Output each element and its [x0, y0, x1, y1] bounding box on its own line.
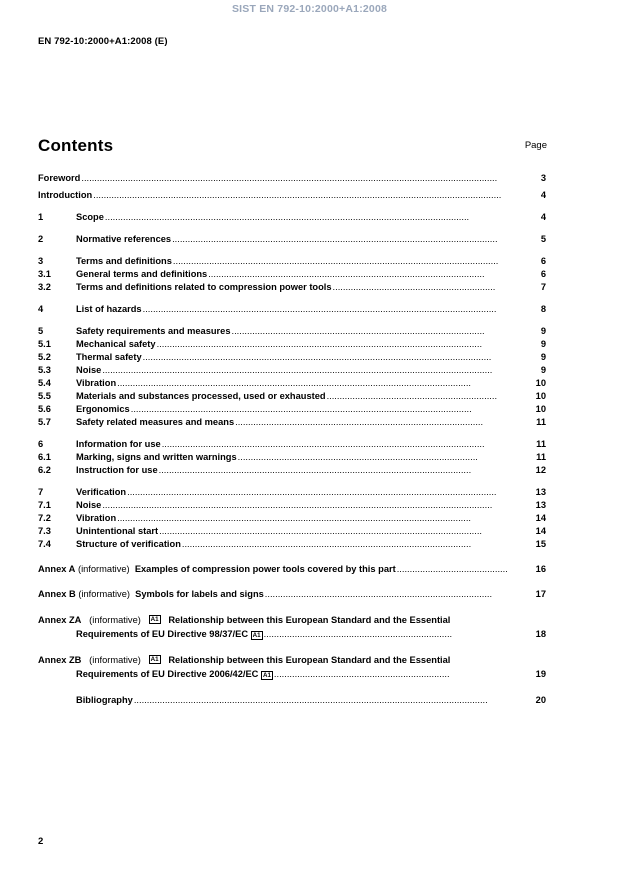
watermark-text: SIST EN 792-10:2000+A1:2008	[231, 3, 388, 15]
toc-label: Foreword	[38, 173, 81, 183]
toc-label: Structure of verification	[76, 539, 181, 549]
toc-number: 1	[38, 212, 44, 222]
toc-page: 11	[536, 439, 546, 449]
toc-dot-leader: .............................................................................................................................	[161, 439, 485, 449]
toc-label: Information for use	[76, 439, 161, 449]
toc-dot-leader: ..............................................................................................................................	[156, 339, 483, 349]
toc-entry-4[interactable]	[38, 303, 546, 316]
toc-entry-7[interactable]	[38, 486, 546, 499]
toc-page: 7	[540, 282, 546, 292]
toc-entry-3-2[interactable]	[38, 281, 546, 294]
toc-dot-leader: ..................................................................	[326, 391, 498, 401]
toc-number: 6	[38, 439, 44, 449]
annex-name: Annex A	[38, 564, 76, 574]
toc-entry-5-3[interactable]	[38, 364, 546, 377]
toc-page: 5	[540, 234, 546, 244]
toc-page: 3	[540, 173, 546, 183]
toc-label: Safety related measures and means	[76, 417, 235, 427]
amendment-tag-icon: A1	[150, 616, 159, 624]
toc-entry-6-1[interactable]	[38, 451, 546, 464]
toc-number: 3.2	[38, 282, 51, 292]
toc-entry-5-6[interactable]	[38, 403, 546, 416]
toc-dot-leader: .............................................................................................................................................	[104, 212, 470, 222]
toc-dot-leader: ....................................................................	[273, 669, 450, 679]
toc-dot-leader: ..............................................................................................................................................................	[93, 190, 502, 200]
toc-label: Marking, signs and written warnings	[76, 452, 237, 462]
toc-page: 9	[540, 352, 546, 362]
toc-entry-6-2[interactable]	[38, 464, 546, 477]
annex-kind: (informative)	[89, 615, 141, 625]
toc-number: 5.7	[38, 417, 51, 427]
toc-label: Noise	[76, 500, 102, 510]
toc-dot-leader: ....................................................................................................................................	[130, 404, 472, 414]
toc-number: 5.6	[38, 404, 51, 414]
annex-name: Annex ZA	[38, 615, 82, 625]
toc-label: Mechanical safety	[76, 339, 156, 349]
toc-entry-7-2[interactable]	[38, 512, 546, 525]
toc-page: 14	[535, 513, 546, 523]
toc-number: 3.1	[38, 269, 51, 279]
toc-number: 6.2	[38, 465, 51, 475]
toc-dot-leader: .........................................................................................................................................	[142, 304, 497, 314]
toc-dot-leader: ...............................................................	[332, 282, 496, 292]
document-identifier: EN 792-10:2000+A1:2008 (E)	[38, 36, 168, 47]
page-column-label: Page	[524, 140, 547, 151]
toc-dot-leader: ...........................................	[396, 564, 508, 574]
toc-page: 10	[535, 404, 546, 414]
toc-label: Scope	[76, 212, 104, 222]
annex-title: Examples of compression power tools covered by this part	[134, 564, 396, 574]
toc-label: Vibration	[76, 513, 117, 523]
toc-label: Bibliography	[76, 695, 133, 705]
toc-page: 8	[540, 304, 546, 314]
toc-number: 5.1	[38, 339, 51, 349]
toc-page: 9	[540, 326, 546, 336]
toc-dot-leader: .........................................................................................................................................	[133, 695, 488, 705]
toc-number: 3	[38, 256, 44, 266]
toc-label: Introduction	[38, 190, 93, 200]
toc-number: 5	[38, 326, 44, 336]
toc-page: 6	[540, 269, 546, 279]
toc-page: 20	[535, 695, 546, 705]
toc-dot-leader: .................................................................................................................................................................	[81, 173, 498, 183]
toc-label: Normative references	[76, 234, 172, 244]
toc-label: List of hazards	[76, 304, 142, 314]
toc-number: 7.1	[38, 500, 51, 510]
toc-number: 7.2	[38, 513, 51, 523]
toc-entry-2[interactable]	[38, 233, 546, 246]
toc-entry-annex-za[interactable]	[38, 613, 546, 641]
toc-page: 14	[535, 526, 546, 536]
toc-dot-leader: ..............................................................................................................................	[172, 256, 499, 266]
toc-entry-5-7[interactable]	[38, 416, 546, 429]
toc-dot-leader: ................................................................................................	[235, 417, 484, 427]
footer-page-number: 2	[38, 836, 44, 847]
toc-page: 12	[535, 465, 546, 475]
annex-title: Symbols for labels and signs	[135, 589, 264, 599]
toc-label: General terms and definitions	[76, 269, 208, 279]
toc-number: 7.3	[38, 526, 51, 536]
toc-entry-7-3[interactable]	[38, 525, 546, 538]
toc-number: 5.3	[38, 365, 51, 375]
toc-label: Vibration	[76, 378, 117, 388]
toc-dot-leader: ...........................................................................................................	[208, 269, 485, 279]
annex-title-line-1: Relationship between this European Standard and the Essential	[168, 615, 451, 625]
toc-page: 6	[540, 256, 546, 266]
toc-number: 4	[38, 304, 44, 314]
toc-page: 19	[535, 669, 546, 679]
toc-label: Ergonomics	[76, 404, 130, 414]
table-of-contents	[38, 172, 546, 707]
toc-label: Noise	[76, 365, 102, 375]
annex-title-line-1: Relationship between this European Standard and the Essential	[168, 655, 451, 665]
toc-label: Unintentional start	[76, 526, 159, 536]
toc-entry-annex-b[interactable]	[38, 588, 546, 601]
toc-dot-leader: .........................................................................	[263, 629, 453, 639]
toc-dot-leader: ..................................................................................................	[231, 326, 485, 336]
toc-entry-7-4[interactable]	[38, 538, 546, 551]
toc-label: Thermal safety	[76, 352, 142, 362]
toc-number: 2	[38, 234, 44, 244]
annex-title-line-2: Requirements of EU Directive 98/37/EC	[76, 629, 249, 639]
toc-dot-leader: .............................................................................................	[237, 452, 478, 462]
annex-kind: (informative)	[78, 589, 130, 599]
toc-entry-5-1[interactable]	[38, 338, 546, 351]
toc-page: 18	[535, 629, 546, 639]
toc-page: 10	[535, 391, 546, 401]
toc-page: 4	[540, 212, 546, 222]
toc-dot-leader: ........................................................................................	[264, 589, 493, 599]
annex-kind: (informative)	[89, 655, 141, 665]
toc-entry-5-2[interactable]	[38, 351, 546, 364]
toc-label: Materials and substances processed, used or exhausted	[76, 391, 326, 401]
toc-number: 5.4	[38, 378, 51, 388]
toc-page: 13	[535, 500, 546, 510]
toc-entry-foreword[interactable]	[38, 172, 546, 185]
annex-kind: (informative)	[77, 564, 130, 574]
toc-dot-leader: ...............................................................................................................................................	[127, 487, 497, 497]
annex-name: Annex B	[38, 589, 76, 599]
toc-page: 11	[536, 417, 546, 427]
toc-entry-3[interactable]	[38, 255, 546, 268]
toc-page: 10	[535, 378, 546, 388]
toc-label: Safety requirements and measures	[76, 326, 231, 336]
toc-entry-annex-a[interactable]	[38, 563, 546, 576]
toc-page: 13	[535, 487, 546, 497]
toc-number: 5.2	[38, 352, 51, 362]
toc-entry-5-4[interactable]	[38, 377, 546, 390]
toc-dot-leader: .........................................................................................................................................	[117, 378, 471, 388]
toc-dot-leader: .......................................................................................................................................................	[102, 365, 493, 375]
toc-label: Instruction for use	[76, 465, 158, 475]
toc-number: 7.4	[38, 539, 51, 549]
toc-dot-leader: ..............................................................................................................................	[172, 234, 498, 244]
toc-label: Terms and definitions related to compression power tools	[76, 282, 332, 292]
toc-label: Verification	[76, 487, 127, 497]
toc-entry-3-1[interactable]	[38, 268, 546, 281]
toc-entry-introduction[interactable]	[38, 189, 546, 202]
amendment-tag-icon: A1	[150, 656, 159, 664]
toc-page: 9	[540, 365, 546, 375]
annex-name: Annex ZB	[38, 655, 82, 665]
toc-dot-leader: ................................................................................................................	[181, 539, 472, 549]
toc-page: 11	[536, 452, 546, 462]
toc-number: 5.5	[38, 391, 51, 401]
toc-entry-5[interactable]	[38, 325, 546, 338]
page-title: Contents	[38, 136, 114, 155]
toc-entry-6[interactable]	[38, 438, 546, 451]
annex-title-line-2: Requirements of EU Directive 2006/42/EC	[76, 669, 259, 679]
toc-dot-leader: .............................................................................................................................	[159, 526, 482, 536]
toc-dot-leader: .......................................................................................................................................	[142, 352, 492, 362]
toc-page: 15	[535, 539, 546, 549]
toc-number: 7	[38, 487, 44, 497]
toc-entry-5-5[interactable]	[38, 390, 546, 403]
toc-dot-leader: .........................................................................................................................................	[117, 513, 471, 523]
toc-page: 9	[540, 339, 546, 349]
toc-entry-annex-zb[interactable]	[38, 653, 546, 681]
toc-page: 16	[535, 564, 546, 574]
amendment-end-tag-icon: A1	[252, 632, 261, 639]
toc-entry-bibliography[interactable]	[38, 694, 546, 707]
amendment-end-tag-icon: A1	[263, 672, 271, 679]
toc-entry-1[interactable]	[38, 211, 546, 224]
toc-dot-leader: .........................................................................................................................	[158, 465, 472, 475]
toc-page: 4	[540, 190, 546, 200]
toc-page: 17	[535, 589, 546, 599]
toc-number: 6.1	[38, 452, 51, 462]
toc-label: Terms and definitions	[76, 256, 172, 266]
toc-entry-7-1[interactable]	[38, 499, 546, 512]
toc-dot-leader: .......................................................................................................................................................	[102, 500, 493, 510]
